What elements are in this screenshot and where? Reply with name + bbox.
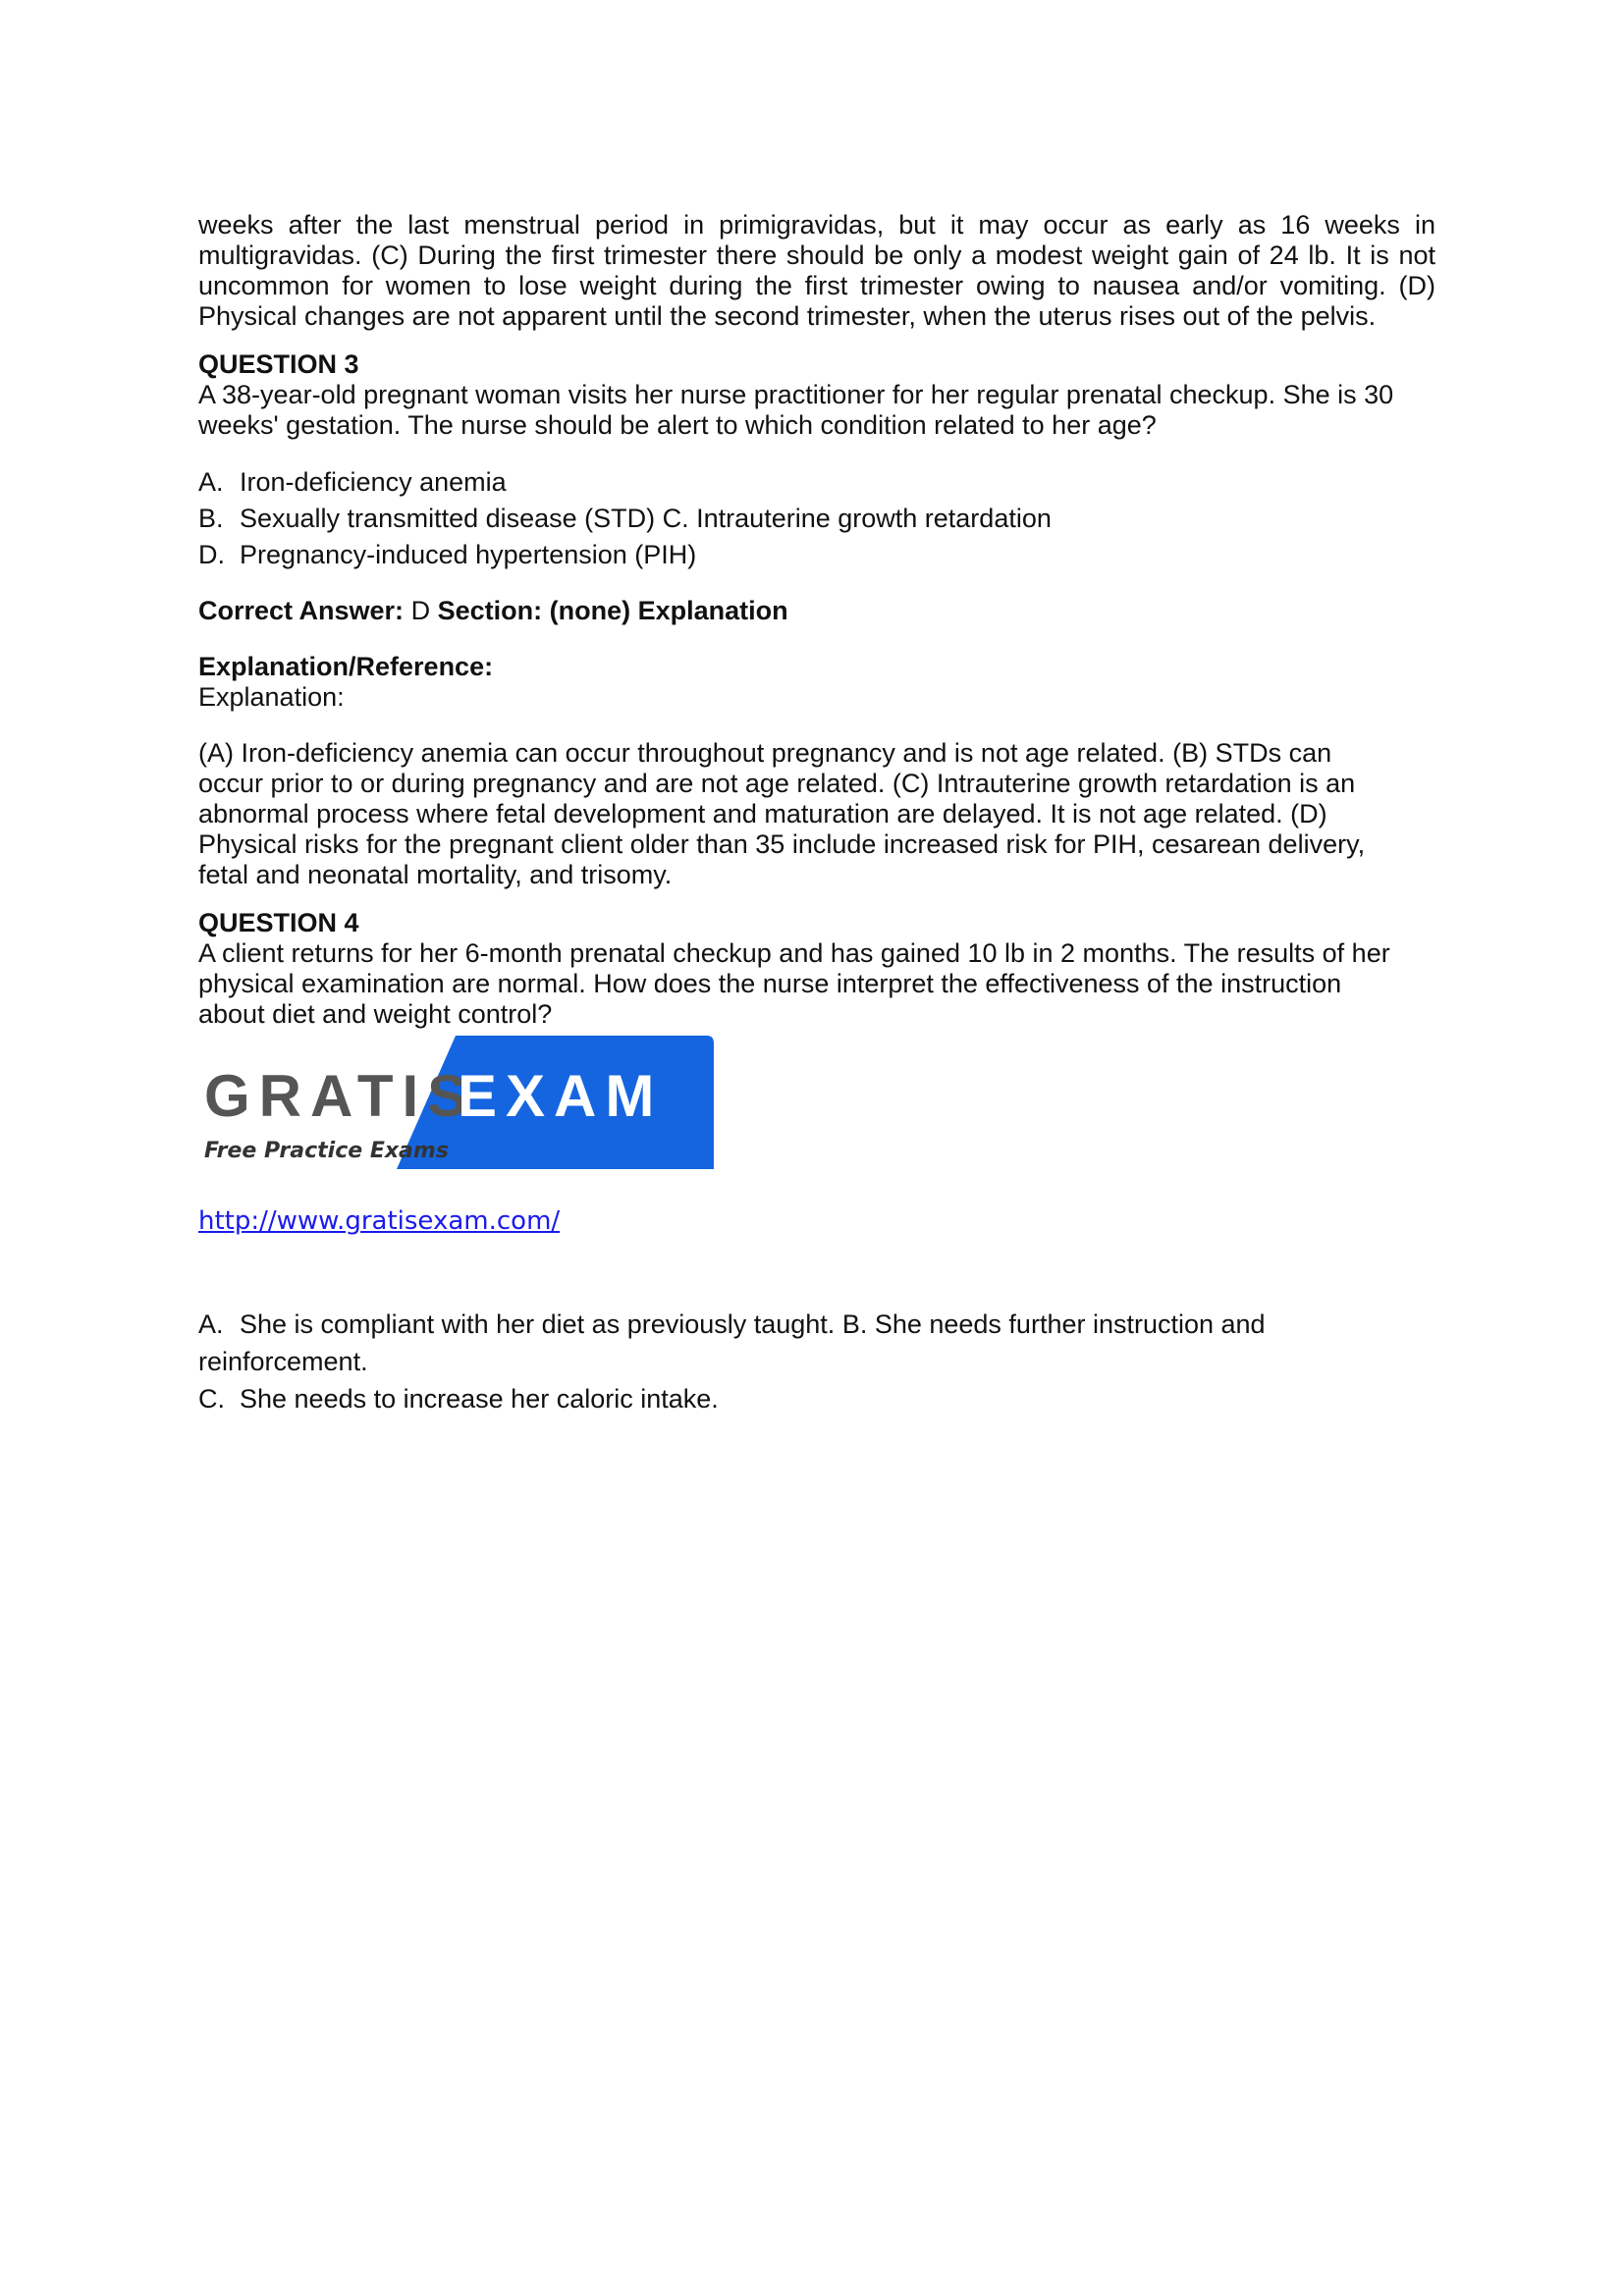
reference-label: Explanation/Reference: xyxy=(198,652,494,681)
question-4-title: QUESTION 4 xyxy=(198,908,359,937)
gratisexam-logo-graphic xyxy=(198,1036,714,1169)
explanation-label: Explanation: xyxy=(198,682,345,712)
option-letter: D. xyxy=(198,540,225,569)
explanation-line: abnormal process where fetal development and maturation are delayed. It is not age related. (D) xyxy=(198,799,1327,828)
gratisexam-link[interactable]: http://www.gratisexam.com/ xyxy=(198,1206,561,1236)
question-3-option-b xyxy=(198,503,1435,534)
option-letter: B. xyxy=(198,504,224,533)
section-label: Section: (none) Explanation xyxy=(437,596,788,625)
option-text: reinforcement. xyxy=(198,1347,368,1376)
question-3-title: QUESTION 3 xyxy=(198,349,359,379)
continuation-paragraph: weeks after the last menstrual period in primigravidas, but it may occur as early as 16 weeks in multigravidas. (C) During the first trimester there should be only a modest weight gain of 24 lb. It is not uncommon for women to lose weight during the first trimester owing to nausea and/or vomiting. (D) Physical changes are not apparent until the second trimester, when the uterus rises out of the pelvis. xyxy=(198,210,1435,331)
question-3-stem-line-1: A 38-year-old pregnant woman visits her nurse practitioner for her regular prenatal checkup. She is 30 xyxy=(198,380,1394,409)
question-4-stem-line: about diet and weight control? xyxy=(198,999,553,1029)
question-3-option-d xyxy=(198,539,1435,570)
option-text: She is compliant with her diet as previously taught. B. She needs further instruction and xyxy=(240,1309,1266,1339)
option-text: Iron-deficiency anemia xyxy=(240,467,507,497)
question-4-option-c xyxy=(198,1380,1435,1417)
question-4-option-b-continued xyxy=(198,1343,1435,1380)
answer-label: Correct Answer: xyxy=(198,596,405,625)
question-3-stem-line-2: weeks' gestation. The nurse should be alert to which condition related to her age? xyxy=(198,410,1157,440)
logo-word-left: GRATIS xyxy=(204,1063,476,1129)
option-letter: A. xyxy=(198,1309,224,1339)
explanation-line: fetal and neonatal mortality, and trisomy. xyxy=(198,860,673,889)
question-4-options xyxy=(198,1306,1435,1417)
question-3-options xyxy=(198,466,1435,570)
document-page xyxy=(198,210,1435,1417)
logo-word-right: EXAM xyxy=(458,1063,664,1129)
answer-value: D xyxy=(410,596,431,625)
explanation-line: Physical risks for the pregnant client older than 35 include increased risk for PIH, cesarean delivery, xyxy=(198,829,1366,859)
option-text: She needs to increase her caloric intake. xyxy=(240,1384,719,1414)
question-4-option-a xyxy=(198,1306,1435,1343)
explanation-line: occur prior to or during pregnancy and are not age related. (C) Intrauterine growth retardation is an xyxy=(198,769,1356,798)
question-3-option-a xyxy=(198,466,1435,498)
option-text: Pregnancy-induced hypertension (PIH) xyxy=(240,540,697,569)
option-text: Sexually transmitted disease (STD) C. Intrauterine growth retardation xyxy=(240,504,1052,533)
question-4-stem-line: A client returns for her 6-month prenatal checkup and has gained 10 lb in 2 months. The results of her xyxy=(198,938,1390,968)
option-letter: A. xyxy=(198,467,224,497)
option-letter: C. xyxy=(198,1384,225,1414)
question-4-stem-line: physical examination are normal. How does the nurse interpret the effectiveness of the instruction xyxy=(198,969,1342,998)
logo-tagline: Free Practice Exams xyxy=(204,1139,449,1163)
explanation-line: (A) Iron-deficiency anemia can occur throughout pregnancy and is not age related. (B) STDs can xyxy=(198,738,1332,768)
gratisexam-logo[interactable] xyxy=(198,1036,714,1169)
question-3-answer-line xyxy=(198,596,1435,626)
